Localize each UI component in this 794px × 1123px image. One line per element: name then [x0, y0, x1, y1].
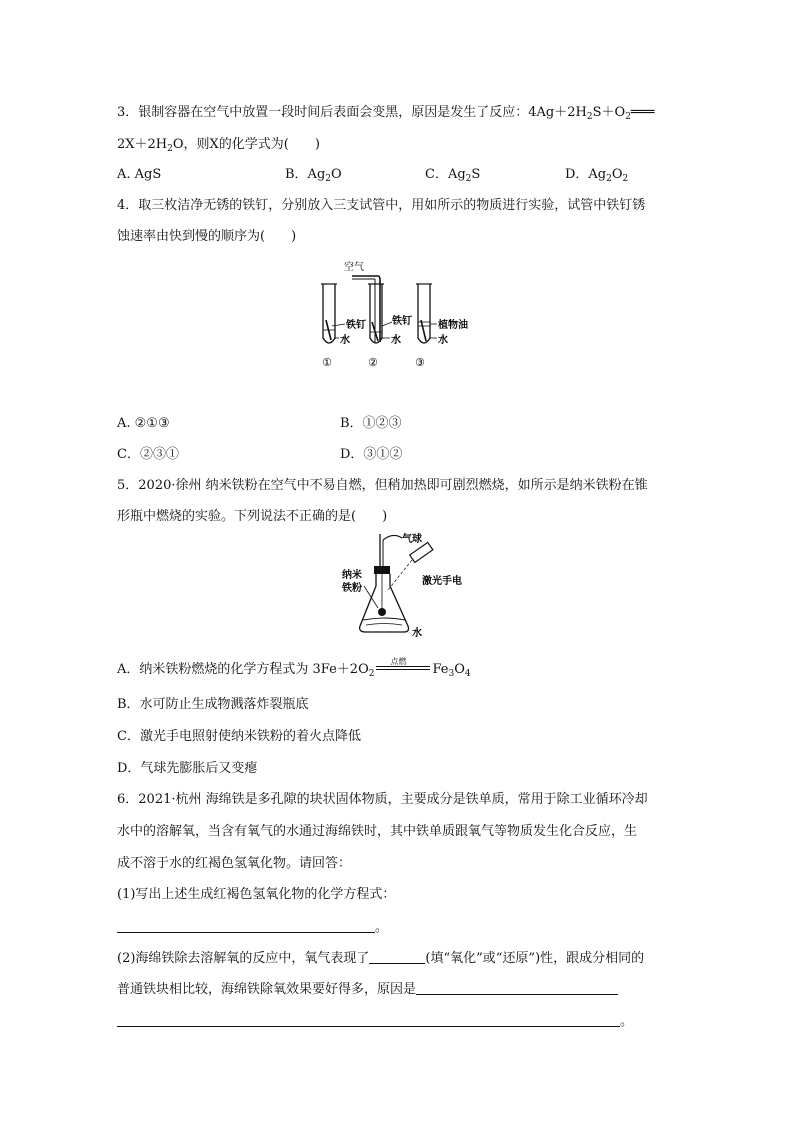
option-text: B．Ag	[285, 167, 326, 182]
subscript: 2	[606, 174, 612, 184]
subscript: 3	[448, 669, 455, 679]
subscript: 2	[325, 174, 331, 184]
nail-label-1: 铁钉	[346, 320, 366, 331]
subscript: 2	[622, 174, 629, 184]
q5-option-a	[117, 657, 471, 683]
answer-blank-equation[interactable]	[117, 918, 375, 933]
q5-option-d: D．气球先膨胀后又变瘪	[117, 761, 258, 776]
flask-water-ripple	[366, 624, 402, 626]
q5-line-2: 形瓶中燃烧的实验。下列说法不正确的是( )	[117, 509, 388, 524]
answer-blank-reason-cont[interactable]	[117, 1012, 620, 1027]
option-text: S	[471, 167, 481, 182]
water-label-1: 水	[340, 335, 350, 346]
subscript: 2	[167, 144, 173, 154]
q3-option-a: A. AgS	[117, 167, 162, 182]
flask-water	[363, 618, 405, 620]
q6-sub2-line-1	[117, 949, 644, 968]
stopper	[374, 566, 390, 574]
q3-text: 3．银制容器在空气中放置一段时间后表面会变黑，原因是发生了反应：4Ag＋2H	[117, 105, 587, 120]
water-label-3: 水	[438, 335, 448, 346]
water-label: 水	[412, 628, 422, 639]
q4-option-d: D．③①②	[340, 447, 403, 462]
subscript: 2	[586, 112, 593, 122]
subscript: 2	[625, 112, 631, 122]
oil-label: 植物油	[438, 320, 468, 331]
q6-text: 普通铁块相比较，海绵铁除氧效果要好得多，原因是	[117, 982, 417, 997]
flask-figure	[338, 530, 462, 642]
option-text: O	[331, 167, 342, 182]
air-label: 空气	[344, 262, 364, 273]
q3-option-d	[565, 166, 628, 188]
answer-blank-property[interactable]	[369, 949, 425, 964]
leader-line	[364, 586, 378, 608]
balloon-label: 气球	[402, 534, 422, 545]
option-text: D．Ag	[565, 167, 607, 182]
reaction-condition-arrow	[376, 657, 430, 675]
period: 。	[620, 1014, 634, 1029]
option-text: C．Ag	[425, 167, 466, 182]
equals-sign: ═══	[630, 105, 655, 120]
option-text: Fe	[432, 662, 449, 677]
q3-line-2	[117, 136, 320, 158]
equals-line	[376, 666, 430, 667]
q4-option-a: A. ②①③	[117, 416, 170, 431]
tube-number-2: ②	[368, 356, 378, 369]
tube-number-3: ③	[415, 356, 425, 369]
equals-line	[376, 669, 430, 670]
q3-text: S＋O	[592, 105, 626, 120]
q6-sub2-line-3	[117, 1012, 633, 1031]
balloon-shape	[383, 535, 402, 540]
leader-line	[382, 322, 392, 326]
test-tube-figure	[318, 256, 478, 372]
q6-text: (2)海绵铁除去溶解氧的反应中，氧气表现了	[117, 951, 370, 966]
q5-line-1: 5．2020·徐州 纳米铁粉在空气中不易自燃，但稍加热即可剧烈燃烧，如所示是纳米铁粉在锥	[117, 478, 648, 493]
option-text: A．纳米铁粉燃烧的化学方程式为 3Fe＋2O	[117, 662, 369, 677]
q5-option-b: B．水可防止生成物溅落炸裂瓶底	[117, 697, 309, 712]
leader-line	[332, 324, 345, 326]
q4-option-c: C．②③①	[117, 447, 179, 462]
q3-option-b	[285, 166, 342, 188]
q5-option-c: C．激光手电照射使纳米铁粉的着火点降低	[117, 729, 361, 744]
q6-line-3: 成不溶于水的红褐色氢氧化物。请回答：	[117, 856, 352, 871]
q3-line-1	[117, 104, 654, 126]
option-text: O	[454, 662, 465, 677]
q4-option-b: B．①②③	[340, 416, 402, 431]
answer-blank-reason[interactable]	[416, 980, 618, 995]
q4-line-2: 蚀速率由快到慢的顺序为( )	[117, 229, 297, 244]
q3-option-c	[425, 166, 480, 188]
q3-text: 2X＋2H	[117, 137, 168, 152]
water-label-2: 水	[391, 335, 401, 346]
laser-pointer	[410, 542, 433, 562]
q6-sub2-line-2	[117, 980, 618, 999]
q6-line-1: 6．2021·杭州 海绵铁是多孔隙的块状固体物质，主要成分是铁单质，常用于除工业循环冷却	[117, 792, 648, 807]
nail-label-2: 铁钉	[392, 316, 412, 327]
period: 。	[375, 920, 389, 935]
subscript: 4	[464, 669, 471, 679]
subscript: 2	[368, 669, 375, 679]
subscript: 2	[465, 174, 472, 184]
q6-sub1-prompt: (1)写出上述生成红褐色氢氧化物的化学方程式：	[117, 887, 396, 902]
option-text: O	[611, 167, 623, 182]
q4-line-1: 4．取三枚洁净无锈的铁钉，分别放入三支试管中，用如所示的物质进行实验，试管中铁钉锈	[117, 198, 646, 213]
powder-label-2: 铁粉	[342, 583, 362, 594]
q6-line-2: 水中的溶解氧，当含有氧气的水通过海绵铁时，其中铁单质跟氧气等物质发生化合反应，生	[117, 824, 638, 839]
q6-text: (填“氧化”或“还原”)性，跟成分相同的	[425, 951, 645, 966]
iron-powder-dot	[378, 608, 386, 616]
condition-label: 点燃	[390, 657, 407, 666]
tube-number-1: ①	[322, 356, 332, 369]
q3-text: O，则X的化学式为( )	[172, 137, 320, 152]
q6-sub1-answer-line	[117, 918, 388, 937]
laser-label: 激光手电	[422, 576, 462, 587]
laser-beam	[388, 560, 412, 590]
powder-label-1: 纳米	[342, 570, 362, 581]
tube-3-nail	[421, 320, 426, 341]
